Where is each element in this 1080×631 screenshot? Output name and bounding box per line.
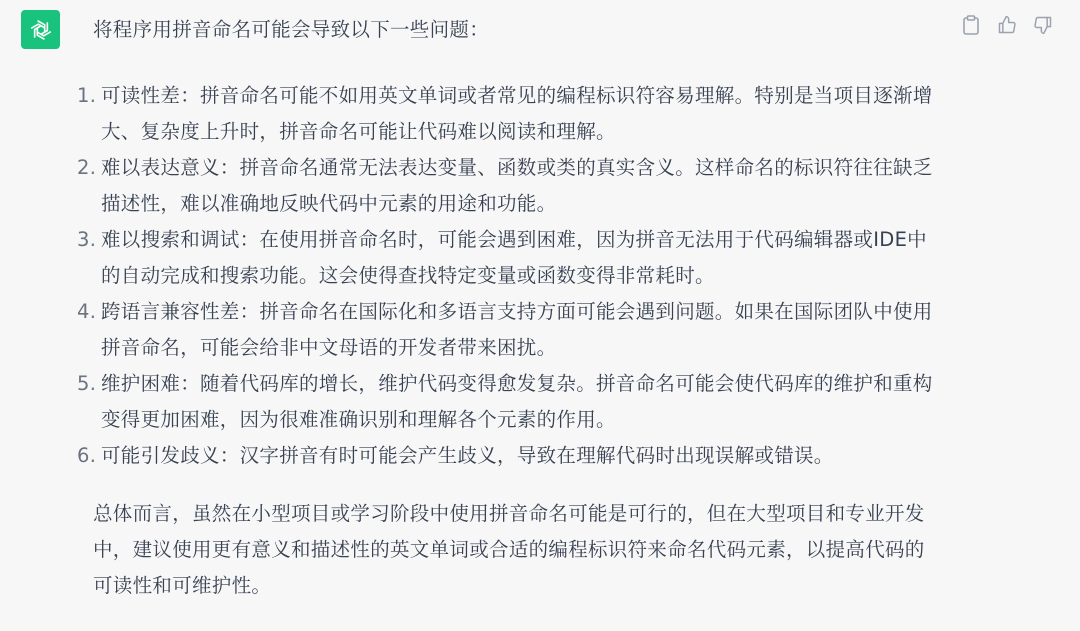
list-item-text: 可能引发歧义：汉字拼音有时可能会产生歧义，导致在理解代码时出现误解或错误。 <box>101 444 834 467</box>
list-item-number: 5. <box>77 372 97 395</box>
thumbs-down-button[interactable] <box>1032 14 1054 36</box>
list-item-text: 难以表达意义：拼音命名通常无法表达变量、函数或类的真实含义。这样命名的标识符往往缺乏描述性，难以准确地反映代码中元素的用途和功能。 <box>101 156 933 215</box>
list-item <box>77 78 943 150</box>
list-item <box>77 366 943 438</box>
list-item-number: 6. <box>77 444 97 467</box>
list-item <box>77 438 943 474</box>
message-summary: 总体而言，虽然在小型项目或学习阶段中使用拼音命名可能是可行的，但在大型项目和专业开发中，建议使用更有意义和描述性的英文单词或合适的编程标识符来命名代码元素，以提高代码的可读性和可维护性。 <box>93 502 925 597</box>
thumbs-up-button[interactable] <box>996 14 1018 36</box>
thumbs-up-icon <box>997 15 1017 35</box>
list-item <box>77 294 943 366</box>
assistant-avatar <box>21 10 60 49</box>
list-item-text: 难以搜索和调试：在使用拼音命名时，可能会遇到困难，因为拼音无法用于代码编辑器或IDE中的自动完成和搜索功能。这会使得查找特定变量或函数变得非常耗时。 <box>101 228 927 287</box>
openai-logo-icon <box>28 17 54 43</box>
message-actions <box>960 14 1054 36</box>
list-item <box>77 150 943 222</box>
list-item-text: 维护困难：随着代码库的增长，维护代码变得愈发复杂。拼音命名可能会使代码库的维护和重构变得更加困难，因为很难准确识别和理解各个元素的作用。 <box>101 372 933 431</box>
list-item-text: 可读性差：拼音命名可能不如用英文单词或者常见的编程标识符容易理解。特别是当项目逐渐增大、复杂度上升时，拼音命名可能让代码难以阅读和理解。 <box>101 84 933 143</box>
list-item-number: 2. <box>77 156 97 179</box>
list-item <box>77 222 943 294</box>
list-item-number: 3. <box>77 228 97 251</box>
clipboard-icon <box>962 15 980 35</box>
message-intro: 将程序用拼音命名可能会导致以下一些问题： <box>93 18 490 41</box>
list-item-text: 跨语言兼容性差：拼音命名在国际化和多语言支持方面可能会遇到问题。如果在国际团队中使用拼音命名，可能会给非中文母语的开发者带来困扰。 <box>101 300 933 359</box>
list-item-number: 4. <box>77 300 97 323</box>
copy-button[interactable] <box>960 14 982 36</box>
issue-list <box>77 78 943 474</box>
thumbs-down-icon <box>1033 15 1053 35</box>
assistant-message <box>77 12 943 604</box>
list-item-number: 1. <box>77 84 97 107</box>
